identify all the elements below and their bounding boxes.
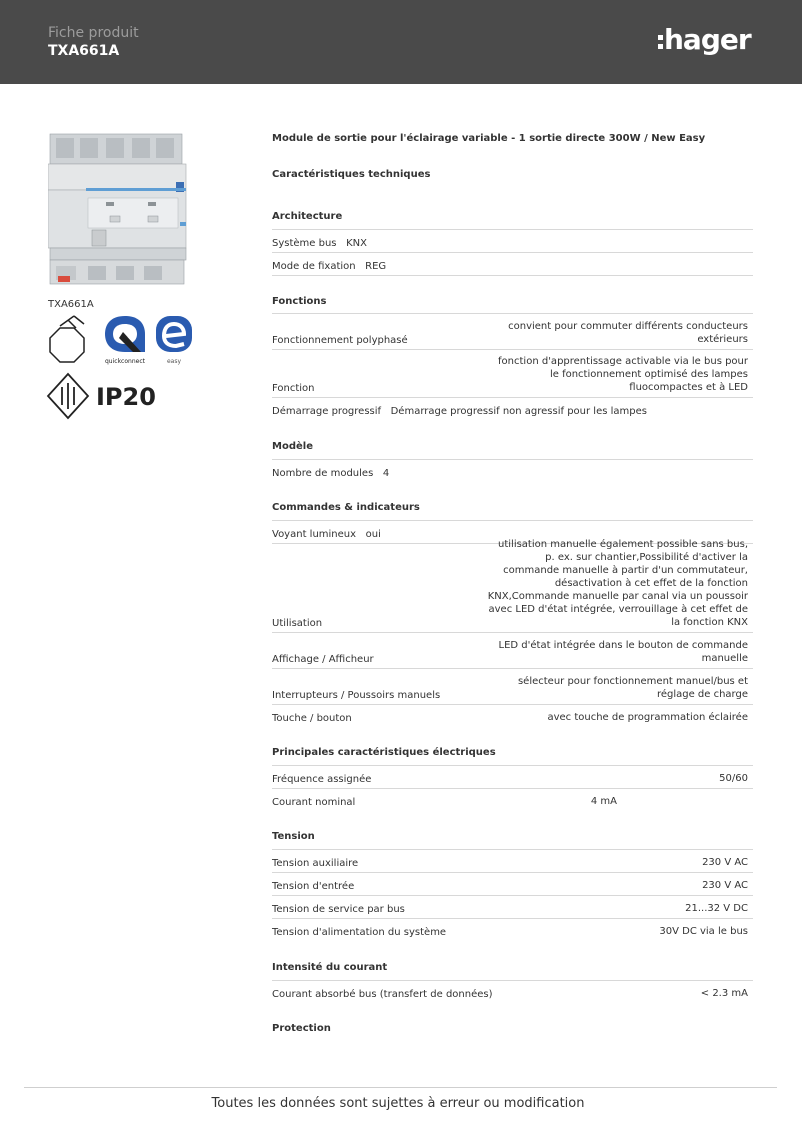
spec-value: avec touche de programmation éclairée bbox=[547, 712, 748, 723]
section-title-protection: Protection bbox=[272, 1023, 331, 1034]
spec-value: REG bbox=[365, 261, 387, 272]
spec-label: Fonction bbox=[272, 383, 315, 394]
spec-label: Tension de service par bus bbox=[272, 904, 405, 915]
ip20-icon bbox=[46, 372, 158, 420]
spec-row bbox=[272, 850, 753, 873]
spec-row bbox=[272, 460, 753, 482]
spec-value: fonction d'apprentissage activable via le bus pour le fonctionnement optimisé des lampes fluocompactes et à LED bbox=[498, 356, 748, 393]
spec-value: 4 mA bbox=[590, 796, 617, 807]
spec-row bbox=[272, 981, 753, 1003]
section-title-tension: Tension bbox=[272, 831, 315, 842]
image-caption: TXA661A bbox=[48, 299, 94, 310]
spec-label: Tension d'entrée bbox=[272, 881, 355, 892]
spec-label: Utilisation bbox=[272, 618, 323, 629]
spec-label: Tension d'alimentation du système bbox=[272, 927, 447, 938]
spec-row bbox=[272, 539, 753, 633]
page-header bbox=[0, 0, 802, 84]
spec-value: utilisation manuelle également possible sans bus, p. ex. sur chantier,Possibilité d'activer la commande manuelle à partir d'un commutateur, désactivation à cet effet de la fonction KNX,Commande manuelle par canal via un poussoir avec LED d'état intégrée, verrouillage à cet effet de la fonction KNX bbox=[487, 539, 748, 628]
section-title-fonctions: Fonctions bbox=[272, 296, 327, 307]
spec-inline bbox=[272, 406, 647, 417]
spec-row bbox=[272, 669, 753, 705]
footer-divider bbox=[24, 1087, 777, 1088]
spec-row bbox=[272, 789, 753, 811]
spec-value: 230 V AC bbox=[702, 880, 748, 891]
quickconnect-icon bbox=[101, 314, 149, 368]
spec-row bbox=[272, 314, 753, 350]
spec-value: 230 V AC bbox=[702, 857, 748, 868]
svg-text:quickconnect: quickconnect bbox=[105, 358, 145, 365]
svg-text:IP20: IP20 bbox=[96, 383, 156, 411]
logo-text: hager bbox=[664, 23, 751, 56]
spec-value: LED d'état intégrée dans le bouton de commande manuelle bbox=[498, 640, 748, 664]
spec-label: Voyant lumineux bbox=[272, 529, 357, 540]
spec-label: Tension auxiliaire bbox=[272, 858, 359, 869]
spec-row bbox=[272, 398, 753, 420]
spec-row bbox=[272, 633, 753, 669]
spec-label: Mode de fixation bbox=[272, 261, 356, 272]
footer-disclaimer: Toutes les données sont sujettes à erreur ou modification bbox=[211, 1096, 585, 1111]
section-title-modele: Modèle bbox=[272, 441, 313, 452]
spec-value: 4 bbox=[382, 468, 390, 479]
spec-value: oui bbox=[365, 529, 381, 540]
spec-row bbox=[272, 919, 753, 941]
spec-label: Système bus bbox=[272, 238, 337, 249]
spec-label: Interrupteurs / Poussoirs manuels bbox=[272, 690, 441, 701]
spec-row bbox=[272, 873, 753, 896]
spec-inline bbox=[272, 468, 389, 479]
spec-label: Fonctionnement polyphasé bbox=[272, 335, 408, 346]
dimmer-symbol-icon bbox=[46, 314, 90, 368]
tech-heading: Caractéristiques techniques bbox=[272, 169, 431, 180]
spec-label: Démarrage progressif bbox=[272, 406, 382, 417]
spec-inline bbox=[272, 238, 367, 249]
spec-value: 21...32 V DC bbox=[685, 903, 748, 914]
spec-inline bbox=[272, 529, 381, 540]
section-title-architecture: Architecture bbox=[272, 211, 343, 222]
spec-value: KNX bbox=[346, 238, 367, 249]
spec-value: sélecteur pour fonctionnement manuel/bus et réglage de charge bbox=[517, 676, 748, 700]
spec-row bbox=[272, 705, 753, 727]
section-title-commandes: Commandes & indicateurs bbox=[272, 502, 420, 513]
easy-icon bbox=[154, 314, 194, 368]
spec-label: Fréquence assignée bbox=[272, 774, 372, 785]
svg-text:easy: easy bbox=[166, 358, 182, 365]
spec-value: Démarrage progressif non agressif pour les lampes bbox=[390, 406, 647, 417]
spec-value: 50/60 bbox=[719, 773, 748, 784]
section-title-electrique: Principales caractéristiques électriques bbox=[272, 747, 496, 758]
spec-value: 30V DC via le bus bbox=[659, 926, 748, 937]
spec-label: Nombre de modules bbox=[272, 468, 374, 479]
spec-row bbox=[272, 253, 753, 276]
hager-logo bbox=[658, 23, 758, 58]
product-description: Module de sortie pour l'éclairage variable - 1 sortie directe 300W / New Easy bbox=[272, 133, 706, 144]
spec-row bbox=[272, 350, 753, 398]
product-image bbox=[48, 130, 200, 295]
header-title: TXA661A bbox=[48, 43, 120, 59]
spec-label: Courant absorbé bus (transfert de données) bbox=[272, 989, 493, 1000]
spec-inline bbox=[272, 261, 386, 272]
spec-value: convient pour commuter différents conducteurs extérieurs bbox=[508, 321, 748, 345]
logo-dots-icon bbox=[658, 35, 663, 49]
spec-label: Courant nominal bbox=[272, 797, 356, 808]
spec-label: Touche / bouton bbox=[272, 713, 352, 724]
header-subtitle: Fiche produit bbox=[48, 25, 139, 41]
spec-value: < 2.3 mA bbox=[700, 988, 748, 999]
spec-label: Affichage / Afficheur bbox=[272, 654, 374, 665]
spec-row bbox=[272, 896, 753, 919]
spec-row bbox=[272, 230, 753, 253]
section-title-courant: Intensité du courant bbox=[272, 962, 388, 973]
spec-row bbox=[272, 766, 753, 789]
